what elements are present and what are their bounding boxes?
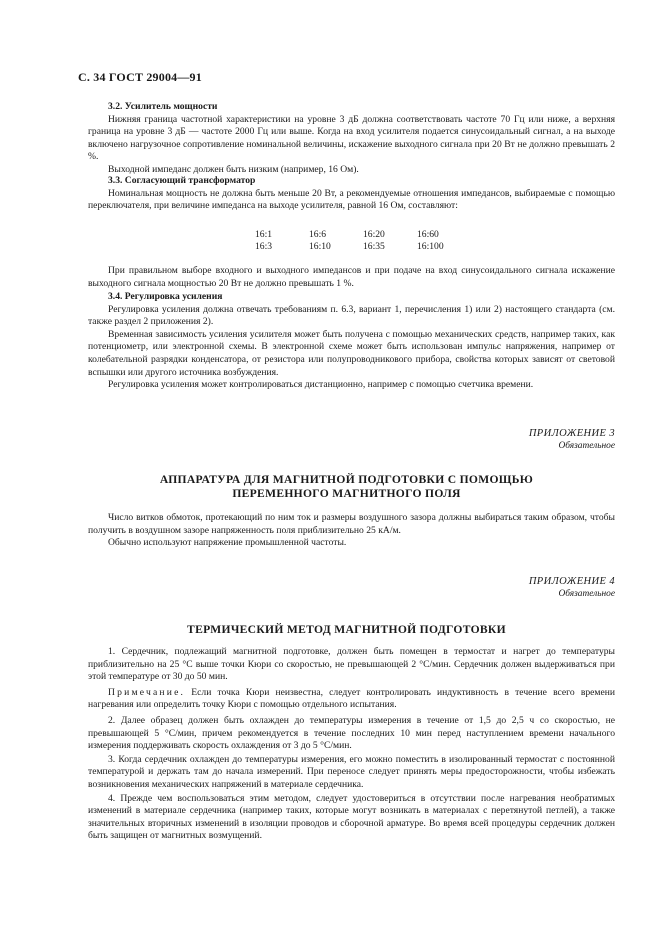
table-cell: 16:3 bbox=[255, 241, 273, 253]
section-heading-3-2: 3.2. Усилитель мощности bbox=[108, 101, 218, 112]
paragraph: Обычно используют напряжение промышленной частоты. bbox=[108, 537, 347, 549]
paragraph: Число витков обмоток, протекающий по ним ток и размеры воздушного зазора должны выбираться таким образом, чтобы получить в воздушном зазоре напряженность поля приблизительно 25 кА/м. bbox=[88, 512, 615, 536]
title-line: ПЕРЕМЕННОГО МАГНИТНОГО ПОЛЯ bbox=[232, 487, 461, 500]
paragraph: Нижняя граница частотной характеристики на уровне 3 дБ должна соответствовать частоте 70 Гц или ниже, а верхняя граница на уровне 3 дБ — частоте 2000 Гц или выше. Когда на вход усилителя подается синусоидальный сигнал, а на выходе включено нагрузочное сопротивление номинальной величины, искажение выходного сигнала при 20 Вт не должно превышать 2 %. bbox=[88, 113, 615, 163]
section-3-3 bbox=[88, 175, 615, 213]
note-paragraph bbox=[88, 687, 615, 712]
table-cell: 16:35 bbox=[363, 241, 385, 253]
section-3-3-continued bbox=[88, 265, 615, 290]
appendix-3-label bbox=[529, 428, 615, 452]
appendix-status: Обязательное bbox=[558, 588, 615, 599]
appendix-4-body bbox=[88, 646, 615, 843]
page-header: С. 34 ГОСТ 29004—91 bbox=[78, 70, 202, 84]
section-3-2 bbox=[88, 101, 615, 177]
appendix-4-label bbox=[529, 576, 615, 600]
table-cell: 16:60 bbox=[417, 229, 439, 240]
section-heading-3-4: 3.4. Регулировка усиления bbox=[108, 291, 223, 302]
appendix-number: ПРИЛОЖЕНИЕ 4 bbox=[528, 576, 615, 587]
note-text: Если точка Кюри неизвестна, следует контролировать индуктивность в течение всего времени нагревания или определить точку Кюри с помощью отдельного испытания. bbox=[88, 686, 615, 711]
paragraph: Временная зависимость усиления усилителя может быть получена с помощью механических средств, например таких, как потенциометр, или электронной схемы. В электронной схеме может быть использован импульс напряжения, например от колебательной разрядки конденсатора, от резистора или полупроводникового прибора, свойства которых зависят от световой вспышки или другого источника возбуждения. bbox=[88, 328, 615, 378]
paragraph: 1. Сердечник, подлежащий магнитной подготовке, должен быть помещен в термостат и нагрет до температуры приблизительно на 25 °С выше точки Кюри со скоростью, не превышающей 2 °С/мин. Сердечник должен выдерживаться при этой температуре от 30 до 50 мин. bbox=[88, 646, 615, 683]
paragraph: Выходной импеданс должен быть низким (например, 16 Ом). bbox=[108, 163, 359, 175]
appendix-number: ПРИЛОЖЕНИЕ 3 bbox=[528, 428, 615, 439]
paragraph: Регулировка усиления может контролироваться дистанционно, например с помощью счетчика времени. bbox=[108, 379, 534, 391]
section-3-4 bbox=[88, 291, 615, 392]
table-cell: 16:20 bbox=[363, 229, 385, 240]
paragraph: Номинальная мощность не должна быть меньше 20 Вт, а рекомендуемые отношения импедансов, выбираемые с помощью переключателя, при величине импеданса на выходе усилителя, равной 16 Ом, составляют: bbox=[88, 187, 615, 212]
paragraph: 4. Прежде чем воспользоваться этим методом, следует удостовериться в отсутствии после нагревания необратимых изменений в материале сердечника (например таких, которые могут возникать в материалах с перетянутой петлей), а также значительных вторичных изменений в изоляции проводов и сборочной арматуре. Во время всей процедуры сердечник должен быть защищен от магнитных возмущений. bbox=[88, 792, 615, 842]
paragraph: 3. Когда сердечник охлажден до температуры измерения, его можно поместить в изолированный термостат с постоянной температурой и держать там до начала измерений. При переносе следует принять меры предосторожности, чтобы избежать возникновения механических напряжений в материале сердечника. bbox=[88, 753, 615, 790]
appendix-status: Обязательное bbox=[558, 440, 615, 451]
table-cell: 16:1 bbox=[255, 229, 273, 240]
table-cell: 16:10 bbox=[309, 241, 331, 253]
appendix-4-title: ТЕРМИЧЕСКИЙ МЕТОД МАГНИТНОЙ ПОДГОТОВКИ bbox=[187, 623, 506, 636]
appendix-3-title bbox=[78, 473, 615, 501]
table-cell: 16:6 bbox=[309, 229, 327, 240]
paragraph: Регулировка усиления должна отвечать требованиям п. 6.3, вариант 1, перечисления 1) или 2) настоящего стандарта (см. также раздел 2 приложения 2). bbox=[88, 303, 615, 328]
table-row bbox=[255, 229, 471, 241]
appendix-3-body bbox=[88, 512, 615, 550]
paragraph: При правильном выборе входного и выходного импедансов и при подаче на вход синусоидального сигнала искажение выходного сигнала мощностью 20 Вт не должно превышать 1 %. bbox=[88, 265, 615, 289]
note-label: Примечание. bbox=[108, 686, 186, 698]
section-heading-3-3: 3.3. Согласующий трансформатор bbox=[108, 175, 256, 186]
table-row bbox=[255, 241, 471, 253]
paragraph: 2. Далее образец должен быть охлажден до температуры измерения в течение от 1,5 до 2,5 ч со скоростью, не превышающей 5 °С/мин, причем рекомендуется в течение последних 10 мин перед наступлением времени начального измерения поддерживать скорость охлаждения от 3 до 5 °С/мин. bbox=[88, 714, 615, 752]
title-line: АППАРАТУРА ДЛЯ МАГНИТНОЙ ПОДГОТОВКИ С ПОМОЩЬЮ bbox=[159, 473, 534, 486]
table-cell: 16:100 bbox=[417, 241, 444, 253]
impedance-ratio-table bbox=[255, 229, 471, 254]
